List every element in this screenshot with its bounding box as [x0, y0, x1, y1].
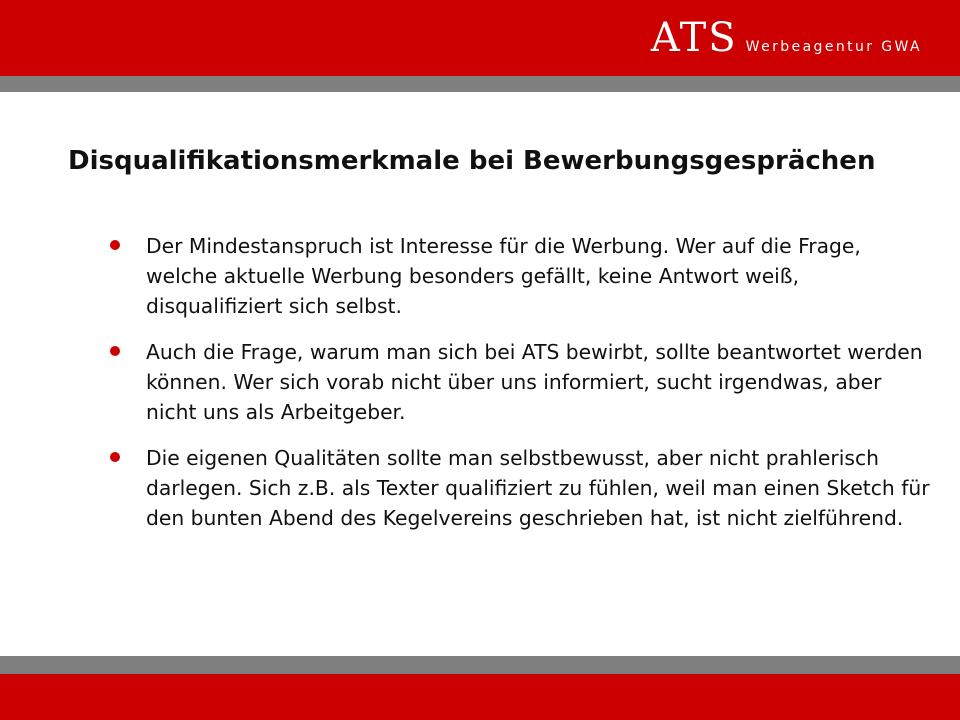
- bullet-dot-icon: [110, 240, 120, 250]
- ats-logo: [650, 15, 922, 61]
- footer-stripe: [0, 656, 960, 674]
- bullet-dot-icon: [110, 452, 120, 462]
- bullet-dot-icon: [110, 346, 120, 356]
- bullet-item: [146, 443, 936, 533]
- header-stripe: [0, 76, 960, 92]
- bullet-text: Der Mindestanspruch ist Interesse für die Werbung. Wer auf die Frage, welche aktuelle Werbung besonders gefällt, keine Antwort weiß, disqualifiziert sich selbst.: [146, 234, 861, 318]
- header-band: [0, 0, 960, 76]
- slide-title: Disqualifikationsmerkmale bei Bewerbungsgesprächen: [68, 146, 876, 176]
- footer-band: [0, 674, 960, 720]
- logo-mark: ATS: [650, 15, 738, 61]
- bullet-text: Auch die Frage, warum man sich bei ATS bewirbt, sollte beantwortet werden können. Wer sich vorab nicht über uns informiert, sucht irgendwas, aber nicht uns als Arbeitgeber.: [146, 340, 923, 424]
- logo-subtitle: Werbeagentur GWA: [745, 39, 922, 55]
- bullet-list: [146, 231, 936, 549]
- bullet-item: [146, 231, 936, 321]
- bullet-item: [146, 337, 936, 427]
- bullet-text: Die eigenen Qualitäten sollte man selbstbewusst, aber nicht prahlerisch darlegen. Sich z.B. als Texter qualifiziert zu fühlen, weil man einen Sketch für den bunten Abend des Kegelvereins geschrieben hat, ist nicht zielführend.: [146, 446, 930, 530]
